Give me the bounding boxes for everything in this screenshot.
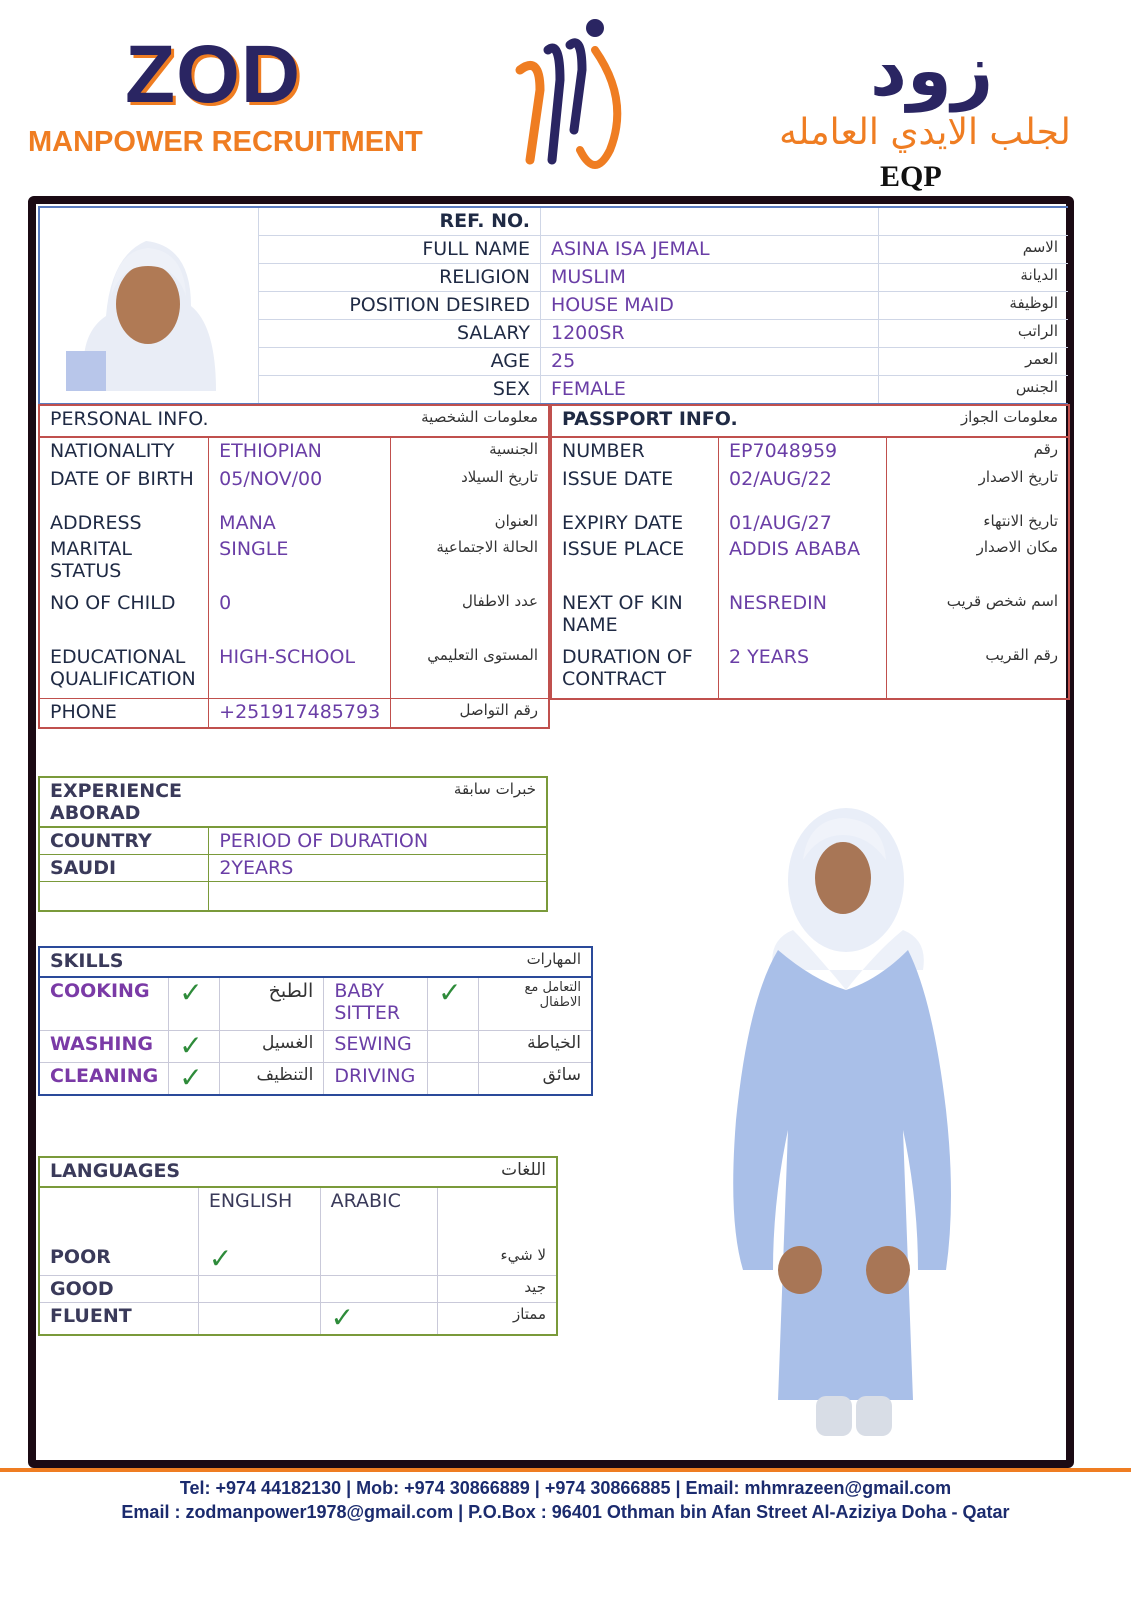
- sex-label: SEX: [259, 376, 541, 405]
- passport-number-value: EP7048959: [719, 437, 887, 466]
- brand-logo-arabic: زود: [870, 28, 994, 112]
- skill-cleaning: CLEANING: [50, 1065, 159, 1087]
- next-of-kin-label: NEXT OF KIN NAME: [551, 590, 719, 644]
- skill-sewing-ar: الخياطة: [479, 1031, 592, 1063]
- dob-ar: تاريخ السيلاد: [461, 468, 538, 486]
- marital-status-ar: الحالة الاجتماعية: [436, 538, 538, 556]
- nationality-value: ETHIOPIAN: [209, 437, 391, 466]
- experience-title-ar: خبرات سابقة: [453, 780, 536, 798]
- salary-label: SALARY: [259, 320, 541, 348]
- skill-washing: WASHING: [50, 1033, 153, 1055]
- brand-subtitle: MANPOWER RECRUITMENT: [28, 126, 423, 158]
- address-label: ADDRESS: [39, 510, 209, 536]
- issue-place-label: ISSUE PLACE: [551, 536, 719, 590]
- full-name-value: ASINA ISA JEMAL: [540, 236, 878, 264]
- issue-date-value: 02/AUG/22: [719, 466, 887, 510]
- address-ar: العنوان: [494, 512, 538, 530]
- passport-number-ar: رقم: [1033, 440, 1058, 458]
- sex-value: FEMALE: [540, 376, 878, 405]
- marital-status-label: MARITAL STATUS: [39, 536, 209, 590]
- issue-date-ar: تاريخ الاصدار: [978, 468, 1058, 486]
- phone-ar: رقم التواصل: [459, 701, 538, 719]
- marital-status-value: SINGLE: [209, 536, 391, 590]
- full-body-photo: [718, 800, 968, 1455]
- skills-title-ar: المهارات: [526, 950, 581, 968]
- ref-no-ar: [878, 207, 1068, 236]
- contract-duration-ar: رقم القريب: [985, 646, 1058, 664]
- languages-title: LANGUAGES: [50, 1160, 181, 1182]
- footer-contact-line-1: Tel: +974 44182130 | Mob: +974 30866889 | +974 30866885 | Email: mhmrazeen@gmail.com: [179, 1478, 952, 1498]
- phone-label: PHONE: [39, 699, 209, 729]
- experience-table: [38, 776, 548, 912]
- skill-baby-sitter-ar: التعامل مع الاطفال: [479, 977, 592, 1031]
- next-of-kin-ar: اسم شخص قريب: [946, 592, 1058, 610]
- expiry-date-ar: تاريخ الانتهاء: [983, 512, 1058, 530]
- issue-place-ar: مكان الاصدار: [976, 538, 1058, 556]
- fluent-arabic-check-icon: ✓: [320, 1303, 438, 1336]
- skill-cooking-ar: الطبخ: [220, 977, 324, 1031]
- children-label: NO OF CHILD: [39, 590, 209, 644]
- position-ar: الوظيفة: [878, 292, 1068, 320]
- poor-english-check-icon: ✓: [198, 1244, 320, 1276]
- age-label: AGE: [259, 348, 541, 376]
- issue-date-label: ISSUE DATE: [551, 466, 719, 510]
- top-info-table: [38, 206, 1068, 405]
- passport-info-title: PASSPORT INFO.: [562, 408, 738, 430]
- skills-table: [38, 946, 593, 1096]
- personal-info-table: [38, 404, 550, 729]
- brand-subtitle-arabic: لجلب الايدي العامله: [779, 112, 1071, 153]
- phone-value: +251917485793: [209, 699, 391, 729]
- full-name-ar: الاسم: [878, 236, 1068, 264]
- skill-cleaning-check-icon: ✓: [169, 1063, 220, 1096]
- skill-cooking-check-icon: ✓: [169, 977, 220, 1031]
- address-value: MANA: [209, 510, 391, 536]
- skill-washing-check-icon: ✓: [169, 1031, 220, 1063]
- experience-col-period: PERIOD OF DURATION: [219, 830, 429, 852]
- dob-label: DATE OF BIRTH: [39, 466, 209, 510]
- children-ar: عدد الاطفال: [462, 592, 538, 610]
- issue-place-value: ADDIS ABABA: [719, 536, 887, 590]
- expiry-date-label: EXPIRY DATE: [551, 510, 719, 536]
- religion-label: RELIGION: [259, 264, 541, 292]
- skill-cooking: COOKING: [50, 980, 150, 1002]
- skill-driving-ar: سائق: [479, 1063, 592, 1096]
- brand-eqp: EQP: [880, 160, 942, 193]
- dob-value: 05/NOV/00: [209, 466, 391, 510]
- nationality-ar: الجنسية: [489, 440, 538, 458]
- passport-info-title-ar: معلومات الجواز: [960, 408, 1058, 426]
- age-ar: العمر: [878, 348, 1068, 376]
- language-level-good: GOOD: [39, 1276, 198, 1303]
- expiry-date-value: 01/AUG/27: [719, 510, 887, 536]
- education-ar: المستوى التعليمي: [427, 646, 538, 664]
- full-name-label: FULL NAME: [259, 236, 541, 264]
- salary-ar: الراتب: [878, 320, 1068, 348]
- passport-info-table: [550, 404, 1070, 700]
- language-level-fluent: FLUENT: [39, 1303, 198, 1336]
- religion-value: MUSLIM: [540, 264, 878, 292]
- age-value: 25: [540, 348, 878, 376]
- religion-ar: الديانة: [878, 264, 1068, 292]
- brand-emblem-icon: [500, 10, 640, 180]
- skill-cleaning-ar: التنظيف: [220, 1063, 324, 1096]
- ref-no-value: [540, 207, 878, 236]
- skills-title: SKILLS: [50, 950, 124, 972]
- education-label: EDUCATIONAL QUALIFICATION: [39, 644, 209, 699]
- language-level-good-ar: جيد: [524, 1278, 546, 1296]
- experience-col-country: COUNTRY: [39, 827, 209, 855]
- experience-country: SAUDI: [39, 855, 209, 882]
- language-col-english: ENGLISH: [198, 1187, 320, 1244]
- contract-duration-value: 2 YEARS: [719, 644, 887, 699]
- language-level-poor: POOR: [39, 1244, 198, 1276]
- position-value: HOUSE MAID: [540, 292, 878, 320]
- languages-table: [38, 1156, 558, 1336]
- salary-value: 1200SR: [540, 320, 878, 348]
- skill-driving: DRIVING: [324, 1063, 428, 1096]
- next-of-kin-value: NESREDIN: [719, 590, 887, 644]
- skill-baby-sitter: BABY SITTER: [324, 977, 428, 1031]
- language-level-fluent-ar: ممتاز: [512, 1305, 546, 1323]
- ref-no-label: REF. NO.: [259, 207, 541, 236]
- sex-ar: الجنس: [878, 376, 1068, 405]
- experience-period: 2YEARS: [219, 857, 294, 879]
- skill-baby-sitter-check-icon: ✓: [428, 977, 479, 1031]
- experience-title: EXPERIENCE ABORAD: [50, 780, 183, 824]
- children-value: 0: [209, 590, 391, 644]
- contract-duration-label: DURATION OF CONTRACT: [551, 644, 719, 699]
- languages-title-ar: اللغات: [501, 1160, 546, 1180]
- personal-info-title-ar: معلومات الشخصية: [421, 408, 538, 426]
- footer-contact-line-2: Email : zodmanpower1978@gmail.com | P.O.Box : 96401 Othman bin Afan Street Al-Aziziya Doha - Qatar: [121, 1502, 1010, 1522]
- position-label: POSITION DESIRED: [259, 292, 541, 320]
- brand-logo-text: ZOD: [125, 29, 302, 120]
- skill-washing-ar: الغسيل: [220, 1031, 324, 1063]
- passport-number-label: NUMBER: [551, 437, 719, 466]
- personal-info-title: PERSONAL INFO.: [50, 408, 209, 430]
- education-value: HIGH-SCHOOL: [209, 644, 391, 699]
- nationality-label: NATIONALITY: [39, 437, 209, 466]
- language-col-arabic: ARABIC: [320, 1187, 438, 1244]
- language-level-poor-ar: لا شيء: [500, 1246, 546, 1264]
- footer-divider: [0, 1468, 1131, 1472]
- skill-sewing: SEWING: [324, 1031, 428, 1063]
